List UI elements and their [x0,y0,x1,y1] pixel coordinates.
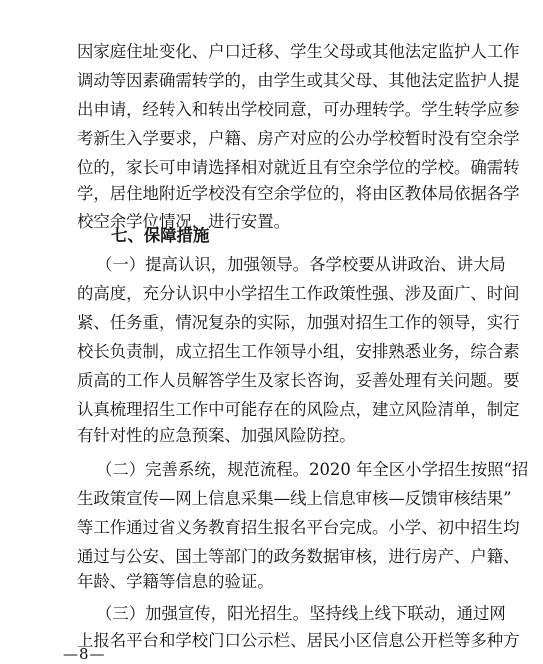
body-text-line: 年龄、学籍等信息的验证。 [77,572,274,591]
body-text-line: 紧、任务重，情况复杂的实际，加强对招生工作的领导，实行 [77,313,520,332]
body-text-line: （二）完善系统，规范流程。2020 年全区小学招生按照“招 [96,460,529,479]
body-text-line: 通过与公安、国土等部门的政务数据审核，进行房产、户籍、 [77,547,520,566]
body-text-line: 调动等因素确需转学的，由学生或其父母、其他法定监护人提 [77,71,520,90]
body-text-line: 的高度，充分认识中小学招生工作政策性强、涉及面广、时间 [77,284,520,303]
body-text-line: （一）提高认识，加强领导。各学校要从讲政治、讲大局 [96,255,506,274]
body-text-line: 考新生入学要求，户籍、房产对应的公办学校暂时没有空余学 [77,129,520,148]
body-text-line: 位的，家长可申请选择相对就近且有空余学位的学校。确需转 [77,158,520,177]
body-text-line: 出申请，经转入和转出学校同意，可办理转学。学生转学应参 [77,100,520,119]
body-text-line: 有针对性的应急预案、加强风险防控。 [77,426,356,445]
body-text-line: 校空余学位情况，进行安置。 [77,212,291,231]
body-text-line: 上报名平台和学校门口公示栏、居民小区信息公开栏等多种方 [77,631,520,650]
body-text-line: 等工作通过省义务教育招生报名平台完成。小学、初中招生均 [77,518,520,537]
body-text-line: 生政策宣传—网上信息采集—线上信息审核—反馈审核结果” [77,489,512,508]
body-text-line: 学，居住地附近学校没有空余学位的，将由区教体局依据各学 [77,184,520,203]
body-text-line: 校长负责制，成立招生工作领导小组，安排熟悉业务，综合素 [77,342,520,361]
body-text-line: （三）加强宣传，阳光招生。坚持线上线下联动，通过网 [96,604,506,623]
body-text-line: 因家庭住址变化、户口迁移、学生父母或其他法定监护人工作 [77,42,520,61]
section-heading: 七、保障措施 [111,226,210,245]
body-text-line: 质高的工作人员解答学生及家长咨询，妥善处理有关问题。要 [77,371,520,390]
body-text-line: 认真梳理招生工作中可能存在的风险点，建立风险清单，制定 [77,400,520,419]
page-number: —8— [63,645,106,663]
